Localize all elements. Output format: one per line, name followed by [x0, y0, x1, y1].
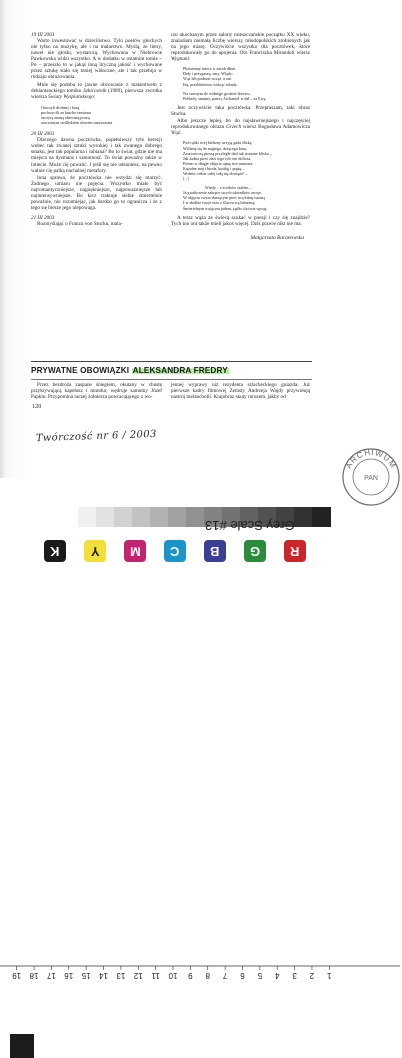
poem-quote — [171, 66, 310, 101]
ruler-number: 18 — [29, 971, 39, 980]
ruler-number: 17 — [46, 971, 56, 980]
ruler-number: 10 — [168, 971, 178, 980]
right-text-column — [171, 32, 310, 241]
poem-line: Dzły i przygaszą, smy, Wlądy: — [183, 71, 234, 77]
grey-swatch — [168, 507, 187, 527]
paragraph: jennej wyprawy niż rezydenta szlacheckiego gniazda. Już pierwsze kadry filmowej Zemsty Andrzeja Wajdy przywołują nastrój melancholii. Krajobraz skuty mrozem, jakby od — [171, 382, 310, 401]
paragraph-text: rzu ukochanym przez salony mieszczańskie początku XX wieku, znalazłam niemałą liczbę wierszy młodopolskich zrobionych jak na jego miarę. Oczywiście wszystko dla pocztówek, które reprodukowały go do upojenia. Oto Franciszka Mirandoli wiersz — [171, 32, 310, 57]
poem-quote — [171, 140, 310, 210]
poem-line: Płomienny miecz w zasob dłoni — [183, 66, 236, 72]
poem-title: Wąż — [171, 130, 180, 137]
poem-line: Zaszczerczą pieszą przyległe dził tak straszne blisko – — [183, 150, 272, 156]
poem-line: W objęciu swym duszącym piert twą kiśnę istotną — [183, 195, 266, 201]
poem-line: Wiedy – z ścieków szalem – — [205, 185, 252, 191]
poem-line: Kużalne mój i bioda, kusiłęj i prężę – — [183, 165, 245, 171]
handwritten-note: Twórczość nr 6 / 2003 — [35, 428, 157, 445]
painting-title: Grzech — [226, 124, 242, 131]
ruler-number: 12 — [133, 971, 143, 980]
poem-line: otoczonym siedliskiem słowem narzuczona — [41, 120, 113, 126]
poem-quote — [31, 105, 162, 125]
paragraph: A teraz wąża ze świecą szukać w poezji i czy się znajdzie? Tych lon oni także mieli jakoś więcej. Dziś prawie nikt nie ma. — [171, 214, 310, 227]
poem-line: [...] — [183, 176, 189, 182]
author-signature: Małgorzata Baranowska — [250, 234, 304, 241]
book-title: Szkicownik — [83, 87, 107, 94]
color-patch-letter: B — [210, 543, 220, 559]
black-reference-block — [10, 1034, 34, 1058]
section-title — [31, 366, 229, 375]
ruler-number: 16 — [64, 971, 74, 980]
left-text-column — [31, 32, 162, 229]
color-patch-k — [44, 540, 66, 562]
color-patch-letter: M — [129, 543, 141, 559]
color-patch-letter: K — [50, 543, 60, 559]
color-patch-c — [164, 540, 186, 562]
ruler-number: 4 — [274, 971, 280, 980]
paragraph: Inna sprawa, że pocztówka nie wstydzi się marzyć. Żadnego umiaru nie pojęcia. Wszystko miało być najromantyczniejsze, najpiękniejsze, najpoważniejsze lub najintensywniejsze. Bo kicz traktuje siebie śmiertelnie poważnie, nie rozumiejąc, jak bardzo go to ogranicza i że z tego się bierze jego niepowaga. — [31, 175, 162, 212]
grey-swatch — [96, 507, 115, 527]
ruler-number: 3 — [292, 971, 297, 980]
poem-title: Światy Wyspiańskiego — [48, 93, 94, 100]
grey-swatch — [312, 507, 331, 527]
poem-title: Wygnani — [171, 56, 189, 63]
section-divider — [31, 379, 312, 380]
poem-line: Wśliznę się do nagiego, drżącego łona, — [183, 145, 247, 151]
highlighted-name: ALEKSANDRA FREDRY — [132, 366, 228, 375]
grey-swatch — [150, 507, 169, 527]
paragraph: Dlaczego dawna pocztówka, popełniwszy tyle herezji wobec tak zwanej sztuki wysokiej i tak zwanego dobrego smaku, jest tak popularna i lubiana? Bo to świat, gdzie nie ma miejsca na dysmans i samotność. To świat powaźny także w intiecie. Może cię powalić. I jeśli się nie odsuniesz, na pewno walnie cię palką nachalnej metafory. — [31, 137, 162, 174]
stamp-arc-text: ARCHIWUM — [344, 447, 398, 471]
ruler-number: 15 — [81, 971, 91, 980]
section-divider — [31, 361, 312, 362]
paragraph-text: Mnie się podoba to jawne obcowanie z malarstwem z debiantanckiego tomiku — [31, 81, 162, 94]
ruler-scale — [0, 964, 400, 986]
ruler-number: 19 — [12, 971, 22, 980]
poem-line: Otoczyli drobnej i bosą — [41, 104, 80, 110]
ruler-number: 5 — [257, 971, 263, 980]
ruler-number: 9 — [188, 971, 193, 980]
color-patch-letter: Y — [90, 543, 100, 559]
paragraph: Przez bezdroża zaspane śniegiem, okutany w chustę przykrywającą kapelusz i mundur, wędruje samotny Józef Papkin. Przypomina raczej żołnierza powracającego z wo- — [31, 382, 162, 401]
ruler-number: 8 — [205, 971, 210, 980]
stamp-center-text: PAN — [364, 475, 378, 482]
grey-swatch — [186, 507, 205, 527]
paragraph-text: wiersz Bogusława Adamowicza — [241, 124, 310, 131]
paragraph-text: : — [93, 93, 96, 100]
color-patch-letter: R — [290, 543, 300, 559]
paragraph: Rozmyślając o Franzu von Stucku, mala- — [37, 221, 123, 228]
grey-swatch — [78, 507, 97, 527]
entry-date: 19 III 2003 — [31, 32, 55, 38]
ruler-number: 2 — [309, 971, 315, 980]
color-patch-b — [204, 540, 226, 562]
color-patch-letter: G — [249, 543, 261, 559]
entry-date: 20 III 2003 — [31, 131, 55, 138]
color-patch-letter: C — [170, 543, 180, 559]
poem-line: I w słodkie twoje usta z śliwowicą lubieżną, — [183, 200, 256, 206]
journal-page — [0, 0, 400, 478]
paragraph — [31, 82, 162, 100]
poem-line: pochwycili za krucho ramiona — [41, 110, 91, 115]
poem-line: Idą, przekleństwo widząc zdrady. — [183, 81, 238, 87]
poem-line: Poblady, smutny, patrzy Archanioł w dal – za Ewą. — [183, 95, 267, 101]
ruler-number: 7 — [222, 971, 228, 980]
grey-swatch — [132, 507, 151, 527]
poem-line: Wąż leb podnosi wciąż, a oni — [183, 76, 232, 82]
section-right-column — [171, 382, 310, 402]
ruler-number: 11 — [151, 971, 160, 980]
paragraph-text: (1989), pierwsza zwrotka wiersza — [31, 87, 162, 100]
poem-line: Wołeńo ciebie całej całą się obwięże! – — [183, 170, 248, 176]
paragraph-text: Albo jeszcze lepiej, bo do najsławniejszego i najczęściej reprodukowanego obrazu — [171, 118, 310, 131]
paragraph-text: : — [188, 56, 191, 63]
page-number: 120 — [32, 403, 42, 410]
entry-date: 21 III 2003 — [31, 215, 55, 222]
poem-line: Potem w długie objęcia ujmę twe ramiona, — [183, 160, 254, 166]
ruler-number: 1 — [327, 971, 332, 980]
grey-swatch — [60, 507, 79, 527]
grey-scale-label: Grey Scale #13 — [205, 518, 295, 533]
color-patch-r — [284, 540, 306, 562]
poem-line: Pod rąbki twej bielizny urzyją gada śliską — [183, 140, 252, 146]
poem-line: szczyrą znaną obiecaną prozą — [41, 115, 90, 121]
paragraph: Jest oczywiście taka pocztówka. Przepraszam, taki obraz Stucka. — [171, 104, 310, 117]
section-title-text: PRYWATNE OBOWIĄZKI — [31, 366, 132, 375]
archive-stamp — [340, 446, 402, 508]
poem-line: Ja gwałtownie zakręce swych ukrzników zwoje, — [183, 190, 262, 196]
ruler-number: 13 — [116, 971, 126, 980]
paragraph-text: : — [179, 130, 182, 137]
section-left-column — [31, 382, 162, 402]
paragraph: Warto inwestować w dzieciństwo. Tylu poetów głuchych nie tylko na muzykę, ale i na malarstwo. Myślą, że litery, nawet nie głoski, wystarczą. Wychowana w Niebrowie Pawkowska widzi wszystko. A w dodatku w ostatnim tomie – Po – przeszło to w jakąś inną liryczną jakość i wychowane przez sztukę stało się mniej widoczne, ale i tak przebija w rodzaju obrazowania. — [31, 38, 162, 81]
grey-swatch — [114, 507, 133, 527]
poem-line: Śmiertelnym trującym jadem, żądło chciwie wpoję. — [183, 205, 268, 211]
paragraph — [171, 118, 310, 136]
color-patch-y — [84, 540, 106, 562]
poem-line: Jak żadna pieść dziś tego tyle nie dolicza. — [183, 155, 252, 161]
grey-swatch — [294, 507, 313, 527]
poem-line: Na czarnym tle widnięje groźnie drzewo, — [183, 90, 251, 96]
ruler-number: 14 — [99, 971, 108, 980]
ruler-number: 6 — [240, 971, 245, 980]
paragraph — [171, 32, 310, 62]
color-patch-m — [124, 540, 146, 562]
color-patch-g — [244, 540, 266, 562]
